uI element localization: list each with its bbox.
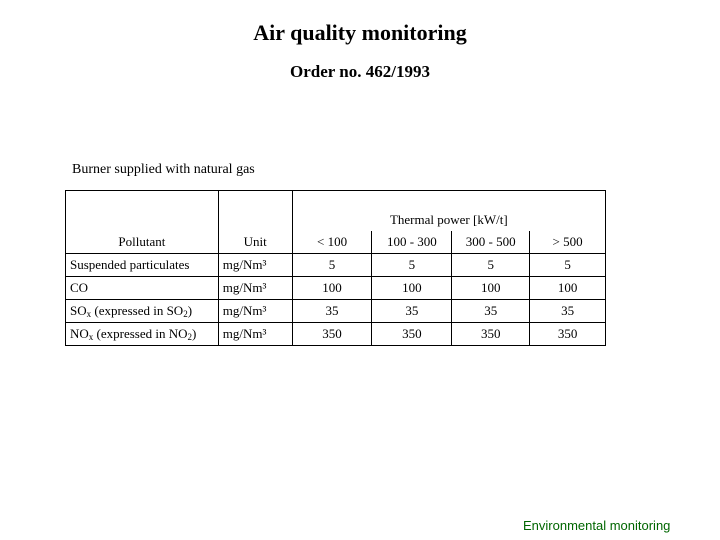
order-number: Order no. 462/1993 [290,62,430,81]
table-row [66,323,606,346]
pollutant-cell: CO [66,277,219,300]
value-cell: 100 [530,277,606,300]
unit-cell: mg/Nm³ [218,254,292,277]
value-cell: 350 [530,323,606,346]
value-cell: 100 [452,277,530,300]
pollutant-cell: $SO_x$ (expressed in $SO_2$) [66,300,219,323]
table-group-header-row [66,191,606,231]
value-cell: 350 [372,323,452,346]
value-cell: 35 [292,300,372,323]
value-cell: 5 [292,254,372,277]
table-column-header-row [66,231,606,254]
value-cell: 35 [452,300,530,323]
column-header-power-range: < 100 [292,231,372,254]
value-cell: 5 [452,254,530,277]
table-row [66,300,606,323]
value-cell: 35 [530,300,606,323]
value-cell: 100 [372,277,452,300]
blank-header-cell [218,191,292,231]
table-caption: Burner supplied with natural gas [72,162,255,177]
value-cell: 35 [372,300,452,323]
unit-cell: mg/Nm³ [218,300,292,323]
table-row [66,254,606,277]
column-header-pollutant: Pollutant [66,231,219,254]
column-header-unit: Unit [218,231,292,254]
value-cell: 5 [530,254,606,277]
thermal-power-header: Thermal power [kW/t] [292,191,605,231]
pollutant-cell: Suspended particulates [66,254,219,277]
column-header-power-range: > 500 [530,231,606,254]
emission-limits-table [65,190,606,346]
unit-cell: mg/Nm³ [218,277,292,300]
table-row [66,277,606,300]
column-header-power-range: 100 - 300 [372,231,452,254]
value-cell: 350 [292,323,372,346]
column-header-power-range: 300 - 500 [452,231,530,254]
footer-label: Environmental monitoring [523,518,671,533]
value-cell: 350 [452,323,530,346]
unit-cell: mg/Nm³ [218,323,292,346]
page-title: Air quality monitoring [253,20,467,45]
value-cell: 100 [292,277,372,300]
pollutant-cell: $NO_x$ (expressed in $NO_2$) [66,323,219,346]
value-cell: 5 [372,254,452,277]
blank-header-cell [66,191,219,231]
